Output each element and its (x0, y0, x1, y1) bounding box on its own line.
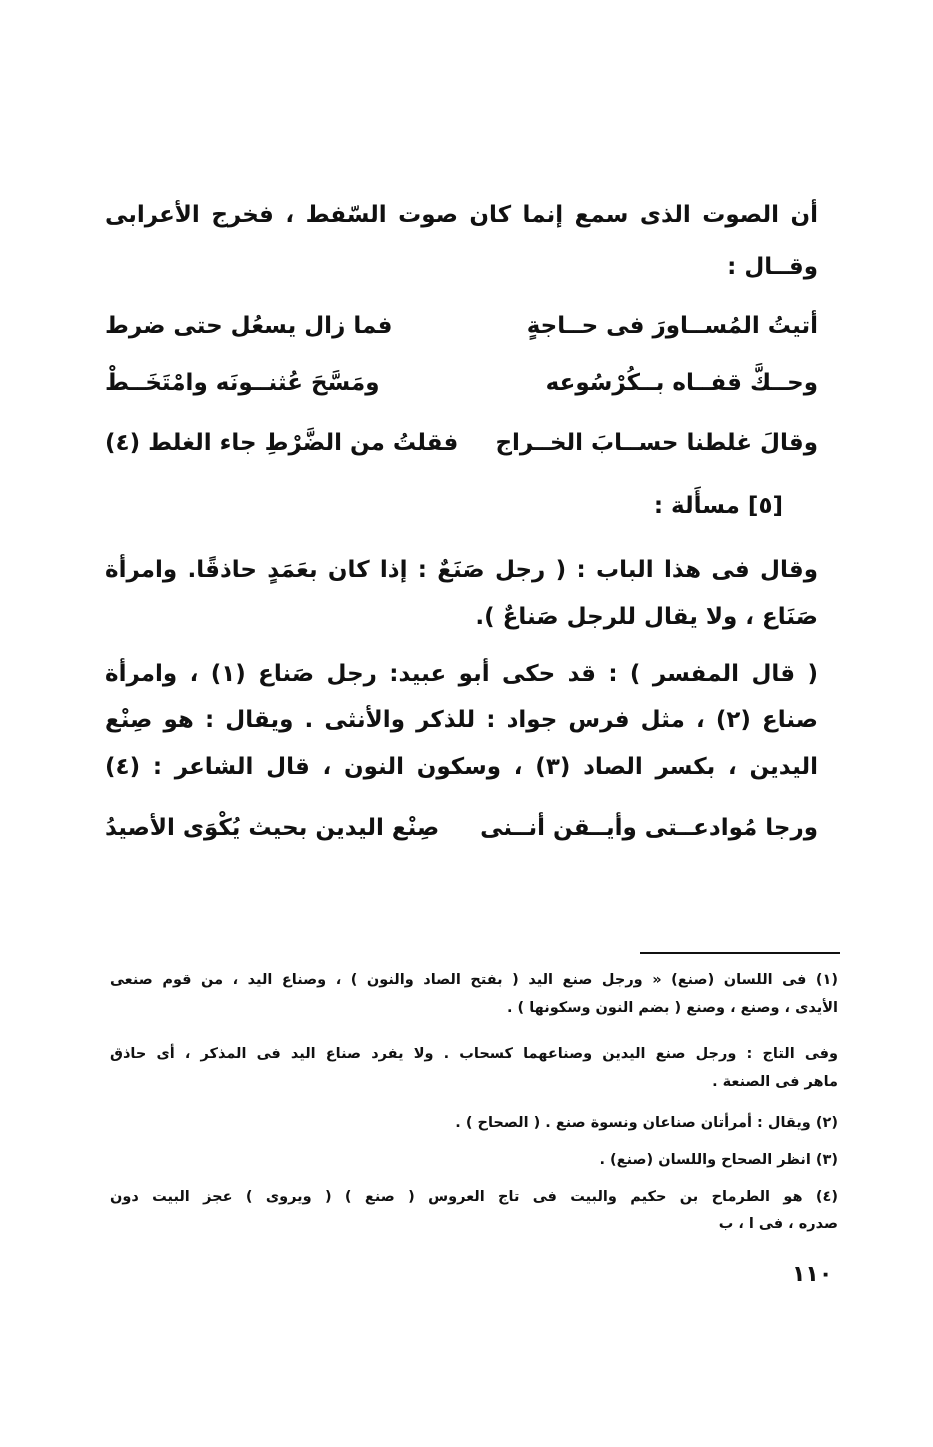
body-line-2: وقــال : (727, 254, 818, 280)
page-number: ١١٠ (792, 1262, 833, 1287)
verse-3-second-hemistich: فقلتُ من الضَّرْطِ جاء الغلط (٤) (105, 430, 459, 456)
footnote-2: (٢) ويقال : أمرأتان صناعان ونسوة صنع . ( الصحاح ) . (455, 1115, 838, 1131)
footnote-4-line-1: (٤) هو الطرماح بن حكيم والبيت فى تاج العروس ( صنع ) ( ويروى ) عجز البيت دون (110, 1189, 838, 1205)
footnote-1-line-2: الأيدى ، وصنع ، وصنع ( بضم النون وسكونها ) . (507, 1000, 838, 1016)
verse-2-second-hemistich: ومَسَّحَ عُثنــونَه وامْتَخَــطْ (105, 370, 380, 396)
verse-3 (105, 430, 818, 470)
footnote-1-line-4: ماهر فى الصنعة . (712, 1074, 838, 1090)
body-line-1: أن الصوت الذى سمع إنما كان صوت السّفط ، فخرج الأعرابى (105, 202, 818, 228)
footnote-3: (٣) انظر الصحاح واللسان (صنع) . (599, 1152, 838, 1168)
verse-2-first-hemistich: وحــكَّ قفــاه بــكُرْسُوعه (545, 370, 818, 396)
verse-3-first-hemistich: وقالَ غلطنا حســابَ الخــراج (495, 430, 818, 456)
body-line-6: صناع (٢) ، مثل فرس جواد : للذكر والأنثى . ويقال : هو صِنْع (105, 707, 818, 733)
footnote-1-line-3: وفى التاج : ورجل صنع اليدين وصناعهما كسحاب . ولا يفرد صناع اليد فى المذكر ، أى حاذق (110, 1046, 838, 1062)
footnote-4-line-2: صدره ، فى ا ، ب (718, 1216, 838, 1232)
body-line-7: اليدين ، بكسر الصاد (٣) ، وسكون النون ، قال الشاعر : (٤) (105, 754, 818, 780)
footnote-separator (640, 952, 840, 954)
section-heading: [٥] مسأَلة : (653, 493, 783, 519)
verse-1 (105, 313, 818, 353)
verse-4-second-hemistich: صِنْع اليدين بحيث يُكْوَى الأصيدُ (105, 815, 440, 841)
body-line-3: وقال فى هذا الباب : ( رجل صَنَعٌ : إذا كان بعَمَدٍ حاذقًا. وامرأة (105, 557, 818, 583)
footnote-1-line-1: (١) فى اللسان (صنع) « ورجل صنع اليد ( بفتح الصاد والنون ) ، وصناع اليد ، من قوم صنعى (110, 972, 838, 988)
verse-1-first-hemistich: أتيتُ المُســاورَ فى حــاجةٍ (526, 313, 818, 339)
verse-2 (105, 370, 818, 410)
verse-4-first-hemistich: ورجا مُوادعــتى وأيــقن أنــنى (480, 815, 818, 841)
body-line-5: ( قال المفسر ) : قد حكى أبو عبيد: رجل صَناع (١) ، وامرأة (105, 661, 818, 687)
body-line-4: صَنَاع ، ولا يقال للرجل صَناعٌ ). (475, 604, 818, 630)
verse-1-second-hemistich: فما زال يسعُل حتى ضرط (105, 313, 393, 339)
verse-4 (105, 815, 818, 855)
